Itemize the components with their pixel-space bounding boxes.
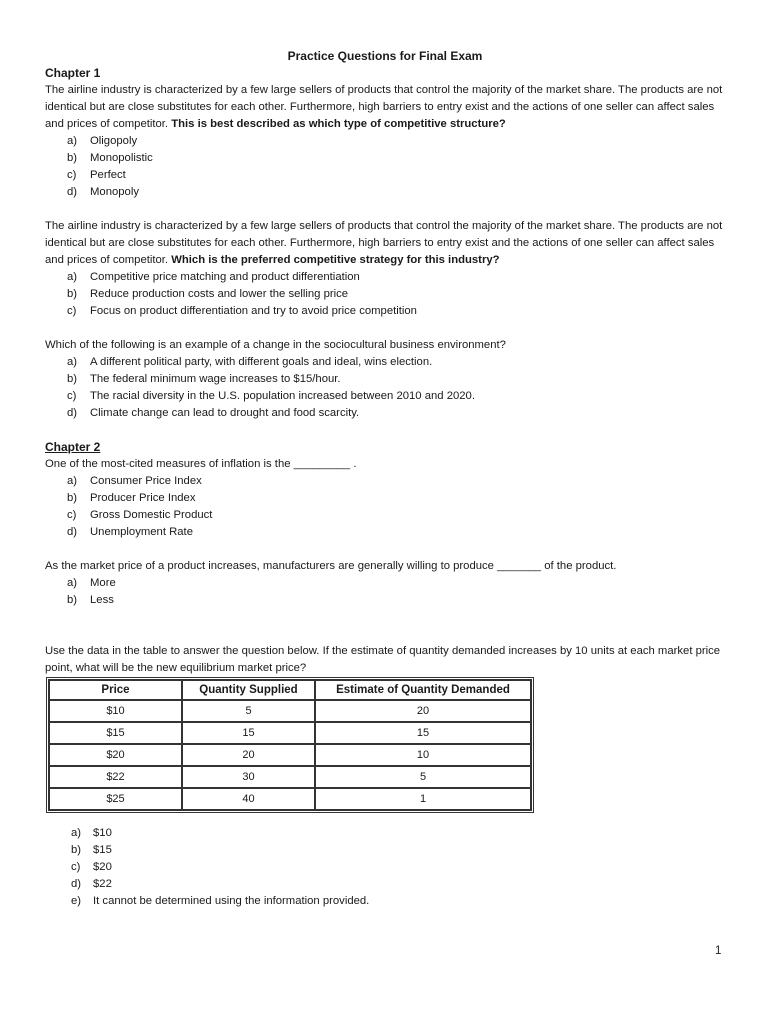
question-block: [45, 82, 725, 201]
option-text: Consumer Price Index: [90, 475, 202, 487]
question-block: [45, 218, 725, 320]
option-text: $22: [93, 878, 112, 890]
question-emphasis: Which is the preferred competitive strategy for this industry?: [171, 254, 500, 266]
table-row: [49, 766, 531, 788]
option-letter: b): [67, 288, 78, 300]
table-row: [49, 700, 531, 722]
option-item: [45, 405, 725, 422]
question-body: The airline industry is characterized by a few large sellers of products that control the majority of the market share. The products are not identical but are close substitutes for each other. Furthermore, high barriers to entry exist and the actions of one seller can affect sales and prices of competitor.: [45, 84, 723, 130]
option-letter: e): [71, 895, 82, 907]
option-text: A different political party, with different goals and ideal, wins election.: [90, 356, 433, 368]
table-header: Estimate of Quantity Demanded: [315, 680, 531, 700]
table-cell: 1: [315, 788, 531, 810]
option-text: Climate change can lead to drought and food scarcity.: [90, 407, 360, 419]
table-cell: 30: [182, 766, 315, 788]
table-cell: 10: [315, 744, 531, 766]
question-block: [45, 643, 725, 910]
option-text: Perfect: [90, 169, 126, 181]
table-header-row: [49, 680, 531, 700]
option-item: [45, 269, 725, 286]
option-list: [45, 825, 725, 910]
option-text: $20: [93, 861, 112, 873]
chapter-heading: Chapter 2: [45, 440, 101, 454]
option-item: [45, 354, 725, 371]
option-letter: a): [67, 271, 78, 283]
option-letter: d): [67, 526, 78, 538]
question-block: [45, 558, 725, 609]
option-text: Focus on product differentiation and try to avoid price competition: [90, 305, 417, 317]
option-item: [45, 825, 725, 842]
option-text: Gross Domestic Product: [90, 509, 213, 521]
question-text: [45, 218, 725, 269]
table-cell: 20: [182, 744, 315, 766]
option-text: Producer Price Index: [90, 492, 196, 504]
option-text: $15: [93, 844, 112, 856]
option-letter: c): [67, 509, 77, 521]
option-text: The racial diversity in the U.S. population increased between 2010 and 2020.: [90, 390, 475, 402]
table-cell: 15: [182, 722, 315, 744]
question-block: [45, 337, 725, 422]
table-row: [49, 788, 531, 810]
table-cell: $25: [49, 788, 182, 810]
option-item: [45, 167, 725, 184]
question-text: As the market price of a product increases, manufacturers are generally willing to produce _______ of the product.: [45, 560, 617, 572]
supply-demand-table: [46, 677, 534, 813]
option-letter: d): [67, 186, 78, 198]
option-item: [45, 592, 725, 609]
question-emphasis: This is best described as which type of competitive structure?: [171, 118, 506, 130]
chapter-heading: Chapter 1: [45, 66, 101, 80]
option-letter: a): [67, 577, 78, 589]
table-header: Quantity Supplied: [182, 680, 315, 700]
option-text: Competitive price matching and product differentiation: [90, 271, 360, 283]
question-block: [45, 456, 725, 541]
question-text: [45, 82, 725, 133]
option-letter: b): [67, 492, 78, 504]
question-body: The airline industry is characterized by a few large sellers of products that control the majority of the market share. The products are not identical but are close substitutes for each other. Furthermore, high barriers to entry exist and the actions of one seller can affect sales and prices of competitor.: [45, 220, 723, 266]
option-item: [45, 303, 725, 320]
option-letter: a): [67, 135, 78, 147]
question-text: One of the most-cited measures of inflation is the _________ .: [45, 458, 357, 470]
option-item: [45, 473, 725, 490]
option-text: Unemployment Rate: [90, 526, 193, 538]
table-cell: $20: [49, 744, 182, 766]
option-letter: c): [67, 390, 77, 402]
option-text: Monopolistic: [90, 152, 153, 164]
option-item: [45, 133, 725, 150]
option-letter: b): [67, 594, 78, 606]
option-list: [45, 575, 725, 609]
option-item: [45, 507, 725, 524]
option-item: [45, 184, 725, 201]
option-letter: a): [71, 827, 82, 839]
table-row: [49, 722, 531, 744]
option-letter: c): [71, 861, 81, 873]
option-list: [45, 354, 725, 422]
option-text: Less: [90, 594, 114, 606]
table-cell: 15: [315, 722, 531, 744]
option-item: [45, 524, 725, 541]
table-cell: $22: [49, 766, 182, 788]
question-text: Which of the following is an example of a change in the sociocultural business environment?: [45, 339, 506, 351]
option-item: [45, 490, 725, 507]
table-cell: 20: [315, 700, 531, 722]
option-list: [45, 473, 725, 541]
option-item: [45, 893, 725, 910]
option-item: [45, 575, 725, 592]
option-item: [45, 876, 725, 893]
option-letter: a): [67, 356, 78, 368]
table-cell: 5: [315, 766, 531, 788]
option-letter: b): [67, 152, 78, 164]
option-text: $10: [93, 827, 112, 839]
option-text: The federal minimum wage increases to $15/hour.: [90, 373, 341, 385]
option-text: Oligopoly: [90, 135, 138, 147]
option-list: [45, 133, 725, 201]
option-item: [45, 388, 725, 405]
option-letter: c): [67, 169, 77, 181]
table-cell: 5: [182, 700, 315, 722]
option-text: Monopoly: [90, 186, 139, 198]
option-item: [45, 371, 725, 388]
table-row: [49, 744, 531, 766]
option-letter: b): [67, 373, 78, 385]
page-title: Practice Questions for Final Exam: [287, 49, 483, 63]
option-item: [45, 842, 725, 859]
option-text: It cannot be determined using the information provided.: [93, 895, 370, 907]
option-letter: a): [67, 475, 78, 487]
option-letter: b): [71, 844, 82, 856]
document-page: [45, 48, 725, 910]
page-number: 1: [715, 945, 722, 957]
option-text: Reduce production costs and lower the selling price: [90, 288, 349, 300]
option-list: [45, 269, 725, 320]
table-cell: 40: [182, 788, 315, 810]
option-letter: c): [67, 305, 77, 317]
option-text: More: [90, 577, 116, 589]
option-letter: d): [67, 407, 78, 419]
table-cell: $15: [49, 722, 182, 744]
question-text: Use the data in the table to answer the question below. If the estimate of quantity demanded increases by 10 units at each market price point, what will be the new equilibrium market price?: [45, 645, 721, 674]
option-letter: d): [71, 878, 82, 890]
option-item: [45, 150, 725, 167]
table-header: Price: [49, 680, 182, 700]
option-item: [45, 859, 725, 876]
table-cell: $10: [49, 700, 182, 722]
option-item: [45, 286, 725, 303]
